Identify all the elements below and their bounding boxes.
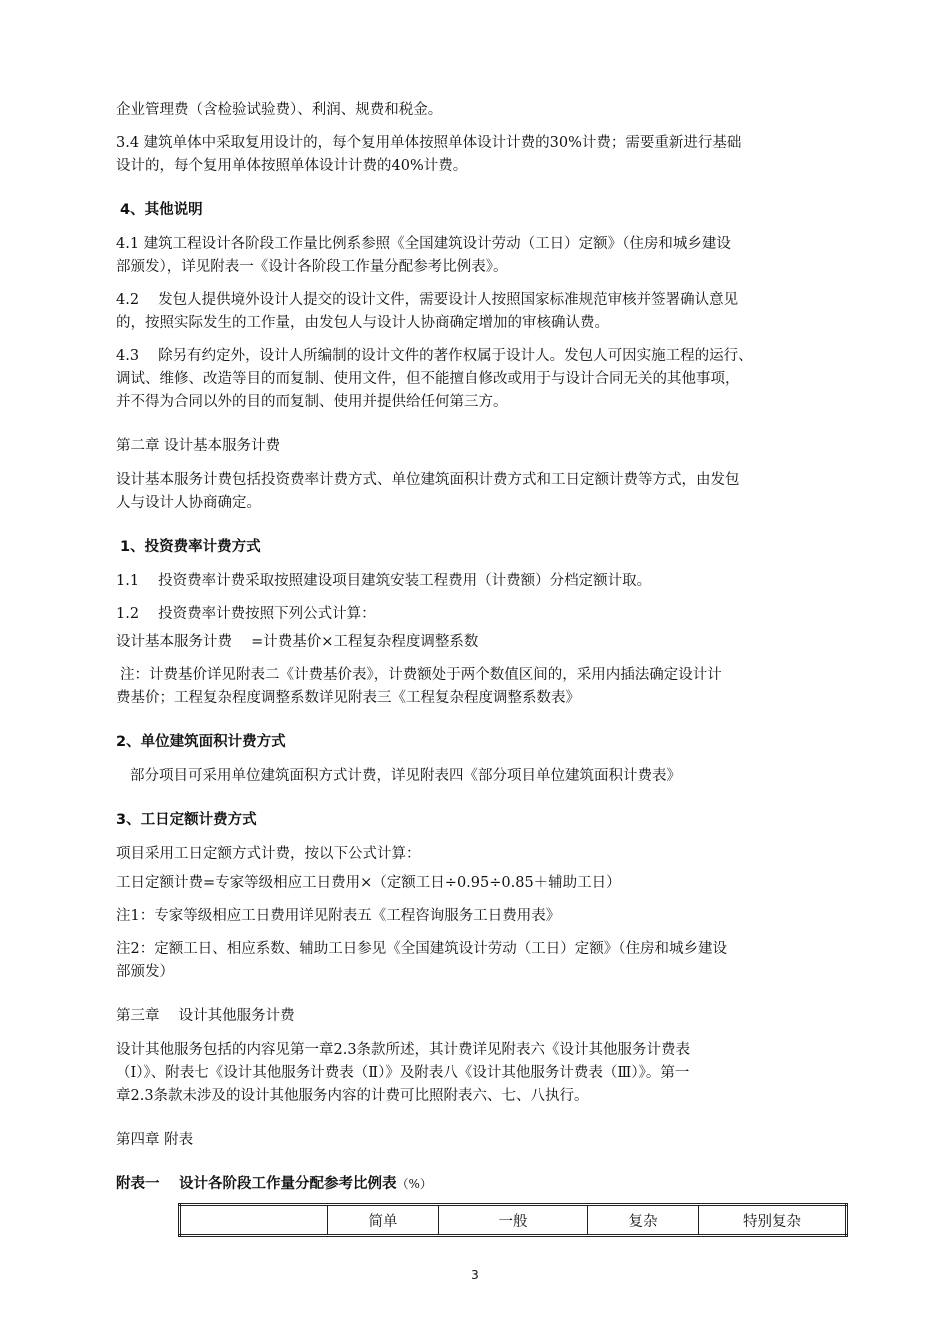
paragraph-line: 3.4 建筑单体中采取复用设计的，每个复用单体按照单体设计计费的30%计费；需要重新进行基础: [116, 135, 742, 151]
table-header-cell: 简单: [328, 1205, 439, 1236]
table-title: 附表一 设计各阶段工作量分配参考比例表: [116, 1176, 397, 1192]
paragraph-line: 4.3 除另有约定外，设计人所编制的设计文件的著作权属于设计人。发包人可因实施工程的运行、: [116, 348, 753, 364]
paragraph-line: 的，按照实际发生的工作量，由发包人与设计人协商确定增加的审核确认费。: [116, 315, 609, 331]
paragraph-line: 并不得为合同以外的目的而复制、使用并提供给任何第三方。: [116, 394, 508, 410]
page-number: 3: [471, 1268, 479, 1282]
paragraph-line: 人与设计人协商确定。: [116, 495, 261, 511]
note-line: 注2：定额工日、相应系数、辅助工日参见《全国建筑设计劳动（工日）定额》（住房和城乡建设: [116, 941, 727, 957]
section-heading: 3、工日定额计费方式: [116, 812, 257, 828]
table-header-cell: 复杂: [588, 1205, 699, 1236]
chapter-heading: 第二章 设计基本服务计费: [116, 438, 281, 454]
ratio-table: [178, 1203, 848, 1237]
paragraph-line: 4.1 建筑工程设计各阶段工作量比例系参照《全国建筑设计劳动（工日）定额》（住房和城乡建设: [116, 236, 731, 252]
paragraph-line: 企业管理费（含检验试验费）、利润、规费和税金。: [116, 102, 443, 118]
paragraph-line: 设计基本服务计费包括投资费率计费方式、单位建筑面积计费方式和工日定额计费等方式，由发包: [116, 472, 740, 488]
paragraph-line: 设计其他服务包括的内容见第一章2.3条款所述，其计费详见附表六《设计其他服务计费表: [116, 1042, 691, 1058]
paragraph-line: 部分项目可采用单位建筑面积方式计费，详见附表四《部分项目单位建筑面积计费表》: [130, 768, 681, 784]
paragraph-line: 调试、维修、改造等目的而复制、使用文件，但不能擅自修改或用于与设计合同无关的其他事项，: [116, 371, 740, 387]
paragraph-line: 设计的，每个复用单体按照单体设计计费的40%计费。: [116, 158, 468, 174]
table-caption: [116, 1174, 432, 1194]
chapter-heading: 第四章 附表: [116, 1132, 194, 1148]
formula-line: 工日定额计费=专家等级相应工日费用×（定额工日÷0.95÷0.85＋辅助工日）: [116, 875, 621, 891]
note-line: 注：计费基价详见附表二《计费基价表》，计费额处于两个数值区间的，采用内插法确定设计计: [120, 667, 722, 683]
paragraph-line: 1.2 投资费率计费按照下列公式计算：: [116, 606, 376, 622]
table-header-cell: [180, 1205, 328, 1236]
section-heading: 4、其他说明: [120, 202, 203, 218]
paragraph-line: （Ⅰ）》、附表七《设计其他服务计费表（Ⅱ）》及附表八《设计其他服务计费表（Ⅲ）》。第一: [116, 1065, 690, 1081]
table-header-cell: 特别复杂: [699, 1205, 847, 1236]
paragraph-line: 章2.3条款未涉及的设计其他服务内容的计费可比照附表六、七、八执行。: [116, 1088, 589, 1104]
section-heading: 1、投资费率计费方式: [120, 539, 261, 555]
paragraph-line: 1.1 投资费率计费采取按照建设项目建筑安装工程费用（计费额）分档定额计取。: [116, 573, 652, 589]
section-heading: 2、单位建筑面积计费方式: [116, 734, 286, 750]
paragraph-line: 项目采用工日定额方式计费，按以下公式计算：: [116, 846, 421, 862]
table-header-cell: 一般: [439, 1205, 588, 1236]
chapter-heading: 第三章 设计其他服务计费: [116, 1008, 295, 1024]
table-header-row: [180, 1205, 847, 1236]
note-line: 费基价；工程复杂程度调整系数详见附表三《工程复杂程度调整系数表》: [116, 690, 580, 706]
note-line: 部颁发）: [116, 964, 174, 980]
table-unit: （%）: [396, 1177, 432, 1191]
note-line: 注1：专家等级相应工日费用详见附表五《工程咨询服务工日费用表》: [116, 908, 561, 924]
formula-line: 设计基本服务计费 =计费基价×工程复杂程度调整系数: [116, 634, 479, 650]
paragraph-line: 部颁发），详见附表一《设计各阶段工作量分配参考比例表》。: [116, 259, 508, 275]
paragraph-line: 4.2 发包人提供境外设计人提交的设计文件，需要设计人按照国家标准规范审核并签署确认意见: [116, 292, 739, 308]
